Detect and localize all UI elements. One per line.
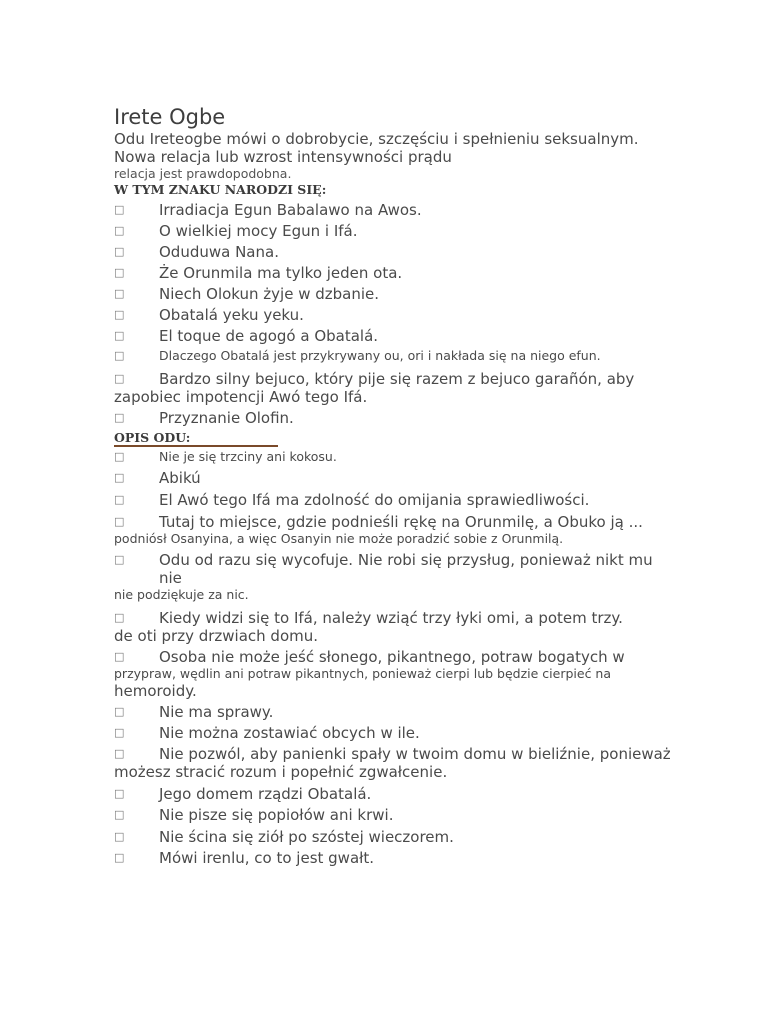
- list-item: □ Osoba nie może jeść słonego, pikantnego, potraw bogatych w przypraw, wędlin ani potraw pikantnych, ponieważ cierpi lub będzie cierpieć na hemoroidy.: [114, 648, 625, 700]
- bullet-icon: □: [114, 349, 125, 362]
- list-item: □ Dlaczego Obatalá jest przykrywany ou, ori i nakłada się na niego efun.: [114, 348, 601, 363]
- bullet-icon: □: [114, 611, 125, 624]
- description-list: [114, 449, 674, 867]
- bullet-icon: □: [114, 224, 125, 237]
- list-item: □ Bardzo silny bejuco, który pije się razem z bejuco garañón, aby zapobiec impotencji Awó tego Ifá.: [114, 370, 635, 406]
- bullet-icon: □: [114, 471, 125, 484]
- list-item: □ Odu od razu się wycofuje. Nie robi się przysług, ponieważ nikt mu nie nie podziękuje za nic.: [114, 551, 653, 602]
- bullet-icon: □: [114, 203, 125, 216]
- bullet-icon: □: [114, 726, 125, 739]
- list-item: □ Nie ma sprawy.: [114, 703, 274, 721]
- bullet-icon: □: [114, 411, 125, 424]
- bullet-icon: □: [114, 266, 125, 279]
- document-title: Irete Ogbe: [114, 105, 226, 129]
- bullet-icon: □: [114, 287, 125, 300]
- list-item: □ Przyznanie Olofin.: [114, 409, 294, 427]
- bullet-icon: □: [114, 372, 125, 385]
- list-item: □ Abikú: [114, 469, 201, 487]
- list-item: □ Niech Olokun żyje w dzbanie.: [114, 285, 380, 303]
- bullet-icon: □: [114, 245, 125, 258]
- document-page: [114, 104, 674, 867]
- intro-line: Odu Ireteogbe mówi o dobrobycie, szczęściu i spełnieniu seksualnym.: [114, 130, 639, 148]
- bullet-icon: □: [114, 808, 125, 821]
- bullet-icon: □: [114, 493, 125, 506]
- list-item: □ Że Orunmila ma tylko jeden ota.: [114, 264, 403, 282]
- list-item: □ Nie można zostawiać obcych w ile.: [114, 724, 420, 742]
- list-item: □ Jego domem rządzi Obatalá.: [114, 785, 372, 803]
- list-item: □ Nie je się trzciny ani kokosu.: [114, 449, 337, 464]
- intro-line: Nowa relacja lub wzrost intensywności prądu: [114, 148, 452, 166]
- bullet-icon: □: [114, 851, 125, 864]
- list-item: □ Obatalá yeku yeku.: [114, 306, 304, 324]
- bullet-icon: □: [114, 747, 125, 760]
- bullet-icon: □: [114, 308, 125, 321]
- list-item: □ Mówi irenlu, co to jest gwałt.: [114, 849, 375, 867]
- intro-line: relacja jest prawdopodobna.: [114, 166, 292, 181]
- list-item: □ Nie pisze się popiołów ani krwi.: [114, 806, 394, 824]
- section-heading-born: W TYM ZNAKU NARODZI SIĘ:: [114, 182, 327, 197]
- bullet-icon: □: [114, 830, 125, 843]
- bullet-icon: □: [114, 329, 125, 342]
- bullet-icon: □: [114, 787, 125, 800]
- list-item: □ Kiedy widzi się to Ifá, należy wziąć trzy łyki omi, a potem trzy. de oti przy drzwiach domu.: [114, 609, 623, 645]
- bullet-icon: □: [114, 705, 125, 718]
- list-item: □ Tutaj to miejsce, gdzie podnieśli rękę na Orunmilę, a Obuko ją ... podniósł Osanyina, a więc Osanyin nie może poradzić sobie z Orunmilą.: [114, 513, 643, 546]
- list-item: □ El Awó tego Ifá ma zdolność do omijania sprawiedliwości.: [114, 491, 590, 509]
- list-item: □ O wielkiej mocy Egun i Ifá.: [114, 222, 358, 240]
- list-item: □ Irradiacja Egun Babalawo na Awos.: [114, 201, 422, 219]
- bullet-icon: □: [114, 515, 125, 528]
- born-list: [114, 201, 674, 427]
- list-item: □ El toque de agogó a Obatalá.: [114, 327, 379, 345]
- list-item: □ Nie ścina się ziół po szóstej wieczorem.: [114, 828, 454, 846]
- bullet-icon: □: [114, 553, 125, 566]
- bullet-icon: □: [114, 450, 125, 463]
- bullet-icon: □: [114, 650, 125, 663]
- list-item: □ Oduduwa Nana.: [114, 243, 279, 261]
- list-item: □ Nie pozwól, aby panienki spały w twoim domu w bieliźnie, ponieważ możesz stracić rozum i popełnić zgwałcenie.: [114, 745, 671, 781]
- section-heading-description: OPIS ODU:: [114, 431, 278, 447]
